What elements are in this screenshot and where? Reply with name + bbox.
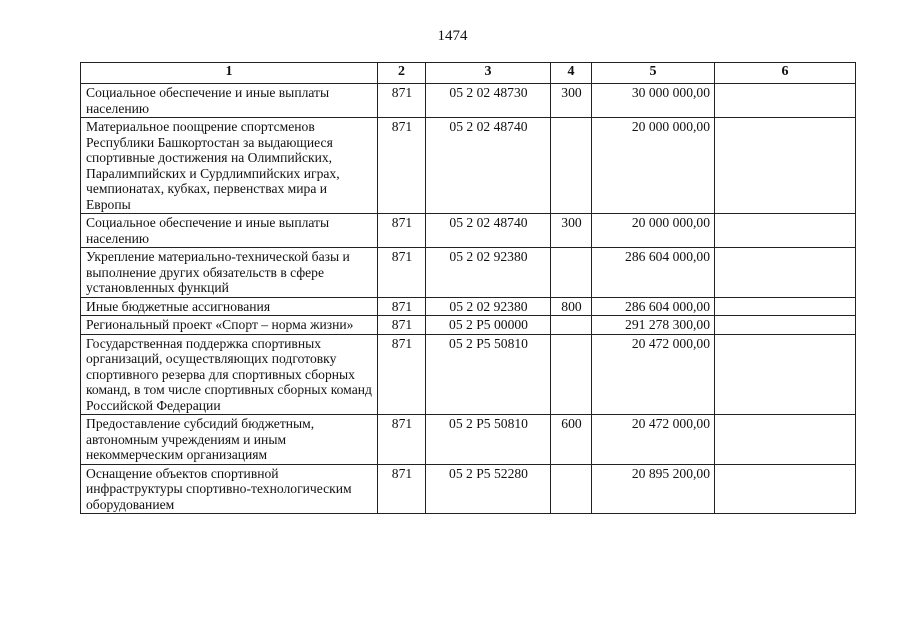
- column-header-4: 4: [551, 63, 592, 84]
- row-article: 05 2 02 48740: [426, 214, 551, 248]
- table-row: [81, 334, 856, 415]
- row-extra: [715, 334, 856, 415]
- table-row: [81, 297, 856, 316]
- row-extra: [715, 118, 856, 214]
- row-code: 871: [378, 316, 426, 335]
- row-type: 800: [551, 297, 592, 316]
- row-type: 300: [551, 84, 592, 118]
- row-name: Оснащение объектов спортивной инфраструктуры спортивно-технологическим оборудованием: [81, 464, 378, 514]
- row-code: 871: [378, 415, 426, 465]
- row-type: 300: [551, 214, 592, 248]
- table-row: [81, 415, 856, 465]
- row-type: [551, 316, 592, 335]
- row-extra: [715, 248, 856, 298]
- column-header-1: 1: [81, 63, 378, 84]
- column-header-6: 6: [715, 63, 856, 84]
- row-type: 600: [551, 415, 592, 465]
- table-header-row: [81, 63, 856, 84]
- row-name: Материальное поощрение спортсменов Республики Башкортостан за выдающиеся спортивные достижения на Олимпийских, Паралимпийских и Сурдлимпийских играх, чемпионатах, кубках, первенствах мира и Европы: [81, 118, 378, 214]
- row-name: Региональный проект «Спорт – норма жизни»: [81, 316, 378, 335]
- row-type: [551, 118, 592, 214]
- row-article: 05 2 02 48730: [426, 84, 551, 118]
- row-name: Социальное обеспечение и иные выплаты населению: [81, 214, 378, 248]
- row-extra: [715, 316, 856, 335]
- row-amount: 20 895 200,00: [592, 464, 715, 514]
- row-amount: 291 278 300,00: [592, 316, 715, 335]
- row-amount: 286 604 000,00: [592, 297, 715, 316]
- table-row: [81, 464, 856, 514]
- row-amount: 30 000 000,00: [592, 84, 715, 118]
- table-row: [81, 214, 856, 248]
- row-name: Предоставление субсидий бюджетным, автономным учреждениям и иным некоммерческим организациям: [81, 415, 378, 465]
- row-name: Государственная поддержка спортивных организаций, осуществляющих подготовку спортивного резерва для спортивных сборных команд, в том числе спортивных сборных команд Российской Федерации: [81, 334, 378, 415]
- page-number: 1474: [437, 28, 468, 44]
- row-type: [551, 464, 592, 514]
- row-type: [551, 248, 592, 298]
- row-article: 05 2 02 48740: [426, 118, 551, 214]
- row-amount: 20 000 000,00: [592, 118, 715, 214]
- row-code: 871: [378, 84, 426, 118]
- row-extra: [715, 84, 856, 118]
- row-code: 871: [378, 118, 426, 214]
- column-header-2: 2: [378, 63, 426, 84]
- row-article: 05 2 P5 00000: [426, 316, 551, 335]
- row-code: 871: [378, 214, 426, 248]
- row-code: 871: [378, 248, 426, 298]
- row-name: Укрепление материально-технической базы и выполнение других обязательств в сфере установленных функций: [81, 248, 378, 298]
- row-article: 05 2 02 92380: [426, 297, 551, 316]
- row-extra: [715, 415, 856, 465]
- table-row: [81, 316, 856, 335]
- row-amount: 20 472 000,00: [592, 415, 715, 465]
- row-code: 871: [378, 334, 426, 415]
- row-name: Социальное обеспечение и иные выплаты населению: [81, 84, 378, 118]
- table-row: [81, 118, 856, 214]
- table-row: [81, 248, 856, 298]
- budget-table: [80, 62, 856, 514]
- row-type: [551, 334, 592, 415]
- row-article: 05 2 P5 50810: [426, 415, 551, 465]
- row-article: 05 2 P5 50810: [426, 334, 551, 415]
- row-code: 871: [378, 297, 426, 316]
- row-amount: 20 472 000,00: [592, 334, 715, 415]
- row-article: 05 2 P5 52280: [426, 464, 551, 514]
- column-header-5: 5: [592, 63, 715, 84]
- row-code: 871: [378, 464, 426, 514]
- row-extra: [715, 464, 856, 514]
- table-row: [81, 84, 856, 118]
- row-amount: 20 000 000,00: [592, 214, 715, 248]
- row-extra: [715, 297, 856, 316]
- row-extra: [715, 214, 856, 248]
- row-amount: 286 604 000,00: [592, 248, 715, 298]
- row-name: Иные бюджетные ассигнования: [81, 297, 378, 316]
- row-article: 05 2 02 92380: [426, 248, 551, 298]
- column-header-3: 3: [426, 63, 551, 84]
